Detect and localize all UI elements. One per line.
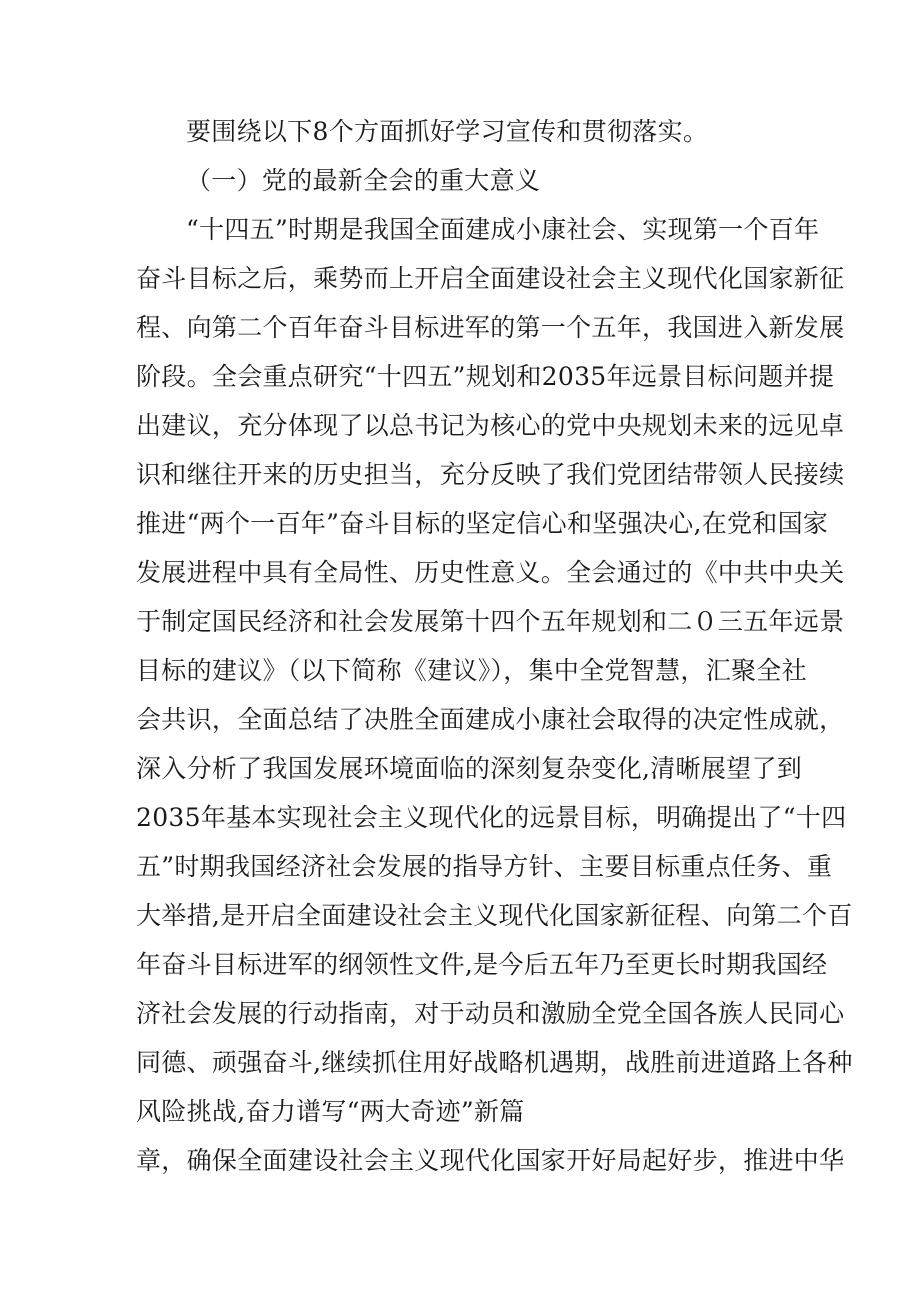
paragraph-line-5: 出建议，充分体现了以总书记为核心的党中央规划未来的远见卓	[136, 411, 845, 440]
paragraph-line-1: “十四五”时期是我国全面建成小康社会、实现第一个百年	[186, 215, 820, 244]
paragraph-line-9: 于制定国民经济和社会发展第十四个五年规划和二０三五年远景	[136, 607, 845, 636]
paragraph-line-19: 风险挑战,奋力谱写“两大奇迹”新篇	[136, 1097, 525, 1126]
paragraph-line-17: 济社会发展的行动指南，对于动员和激励全党全国各族人民同心	[136, 999, 845, 1028]
paragraph-line-6: 识和继往开来的历史担当，充分反映了我们党团结带领人民接续	[136, 460, 845, 489]
paragraph-line-16: 年奋斗目标进军的纲领性文件,是今后五年乃至更长时期我国经	[136, 950, 828, 979]
paragraph-line-13: 2035年基本实现社会主义现代化的远景目标，明确提出了“十四	[136, 803, 847, 832]
paragraph-line-4: 阶段。全会重点研究“十四五”规划和2035年远景目标问题并提	[136, 362, 835, 391]
paragraph-line-8: 发展进程中具有全局性、历史性意义。全会通过的《中共中央关	[136, 558, 845, 587]
paragraph-line-15: 大举措,是开启全面建设社会主义现代化国家新征程、向第二个百	[136, 901, 853, 930]
intro-line: 要围绕以下8个方面抓好学习宣传和贯彻落实。	[186, 117, 709, 146]
paragraph-line-3: 程、向第二个百年奋斗目标进军的第一个五年，我国进入新发展	[136, 313, 845, 342]
paragraph-line-18: 同德、顽强奋斗,继续抓住用好战略机遇期，战胜前进道路上各种	[136, 1048, 853, 1077]
section-heading: （一）党的最新全会的重大意义	[186, 166, 541, 195]
paragraph-line-2: 奋斗目标之后，乘势而上开启全面建设社会主义现代化国家新征	[136, 264, 845, 293]
paragraph-line-7: 推进“两个一百年”奋斗目标的坚定信心和坚强决心,在党和国家	[136, 509, 829, 538]
paragraph-line-12: 深入分析了我国发展环境面临的深刻复杂变化,清晰展望了到	[136, 754, 803, 783]
paragraph-line-20: 章，确保全面建设社会主义现代化国家开好局起好步，推进中华	[136, 1146, 845, 1175]
paragraph-line-11: 会共识，全面总结了决胜全面建成小康社会取得的决定性成就，	[136, 705, 845, 734]
paragraph-line-10: 目标的建议》（以下简称《建议》），集中全党智慧，汇聚全社	[136, 656, 807, 685]
paragraph-line-14: 五”时期我国经济社会发展的指导方针、主要目标重点任务、重	[136, 852, 833, 881]
